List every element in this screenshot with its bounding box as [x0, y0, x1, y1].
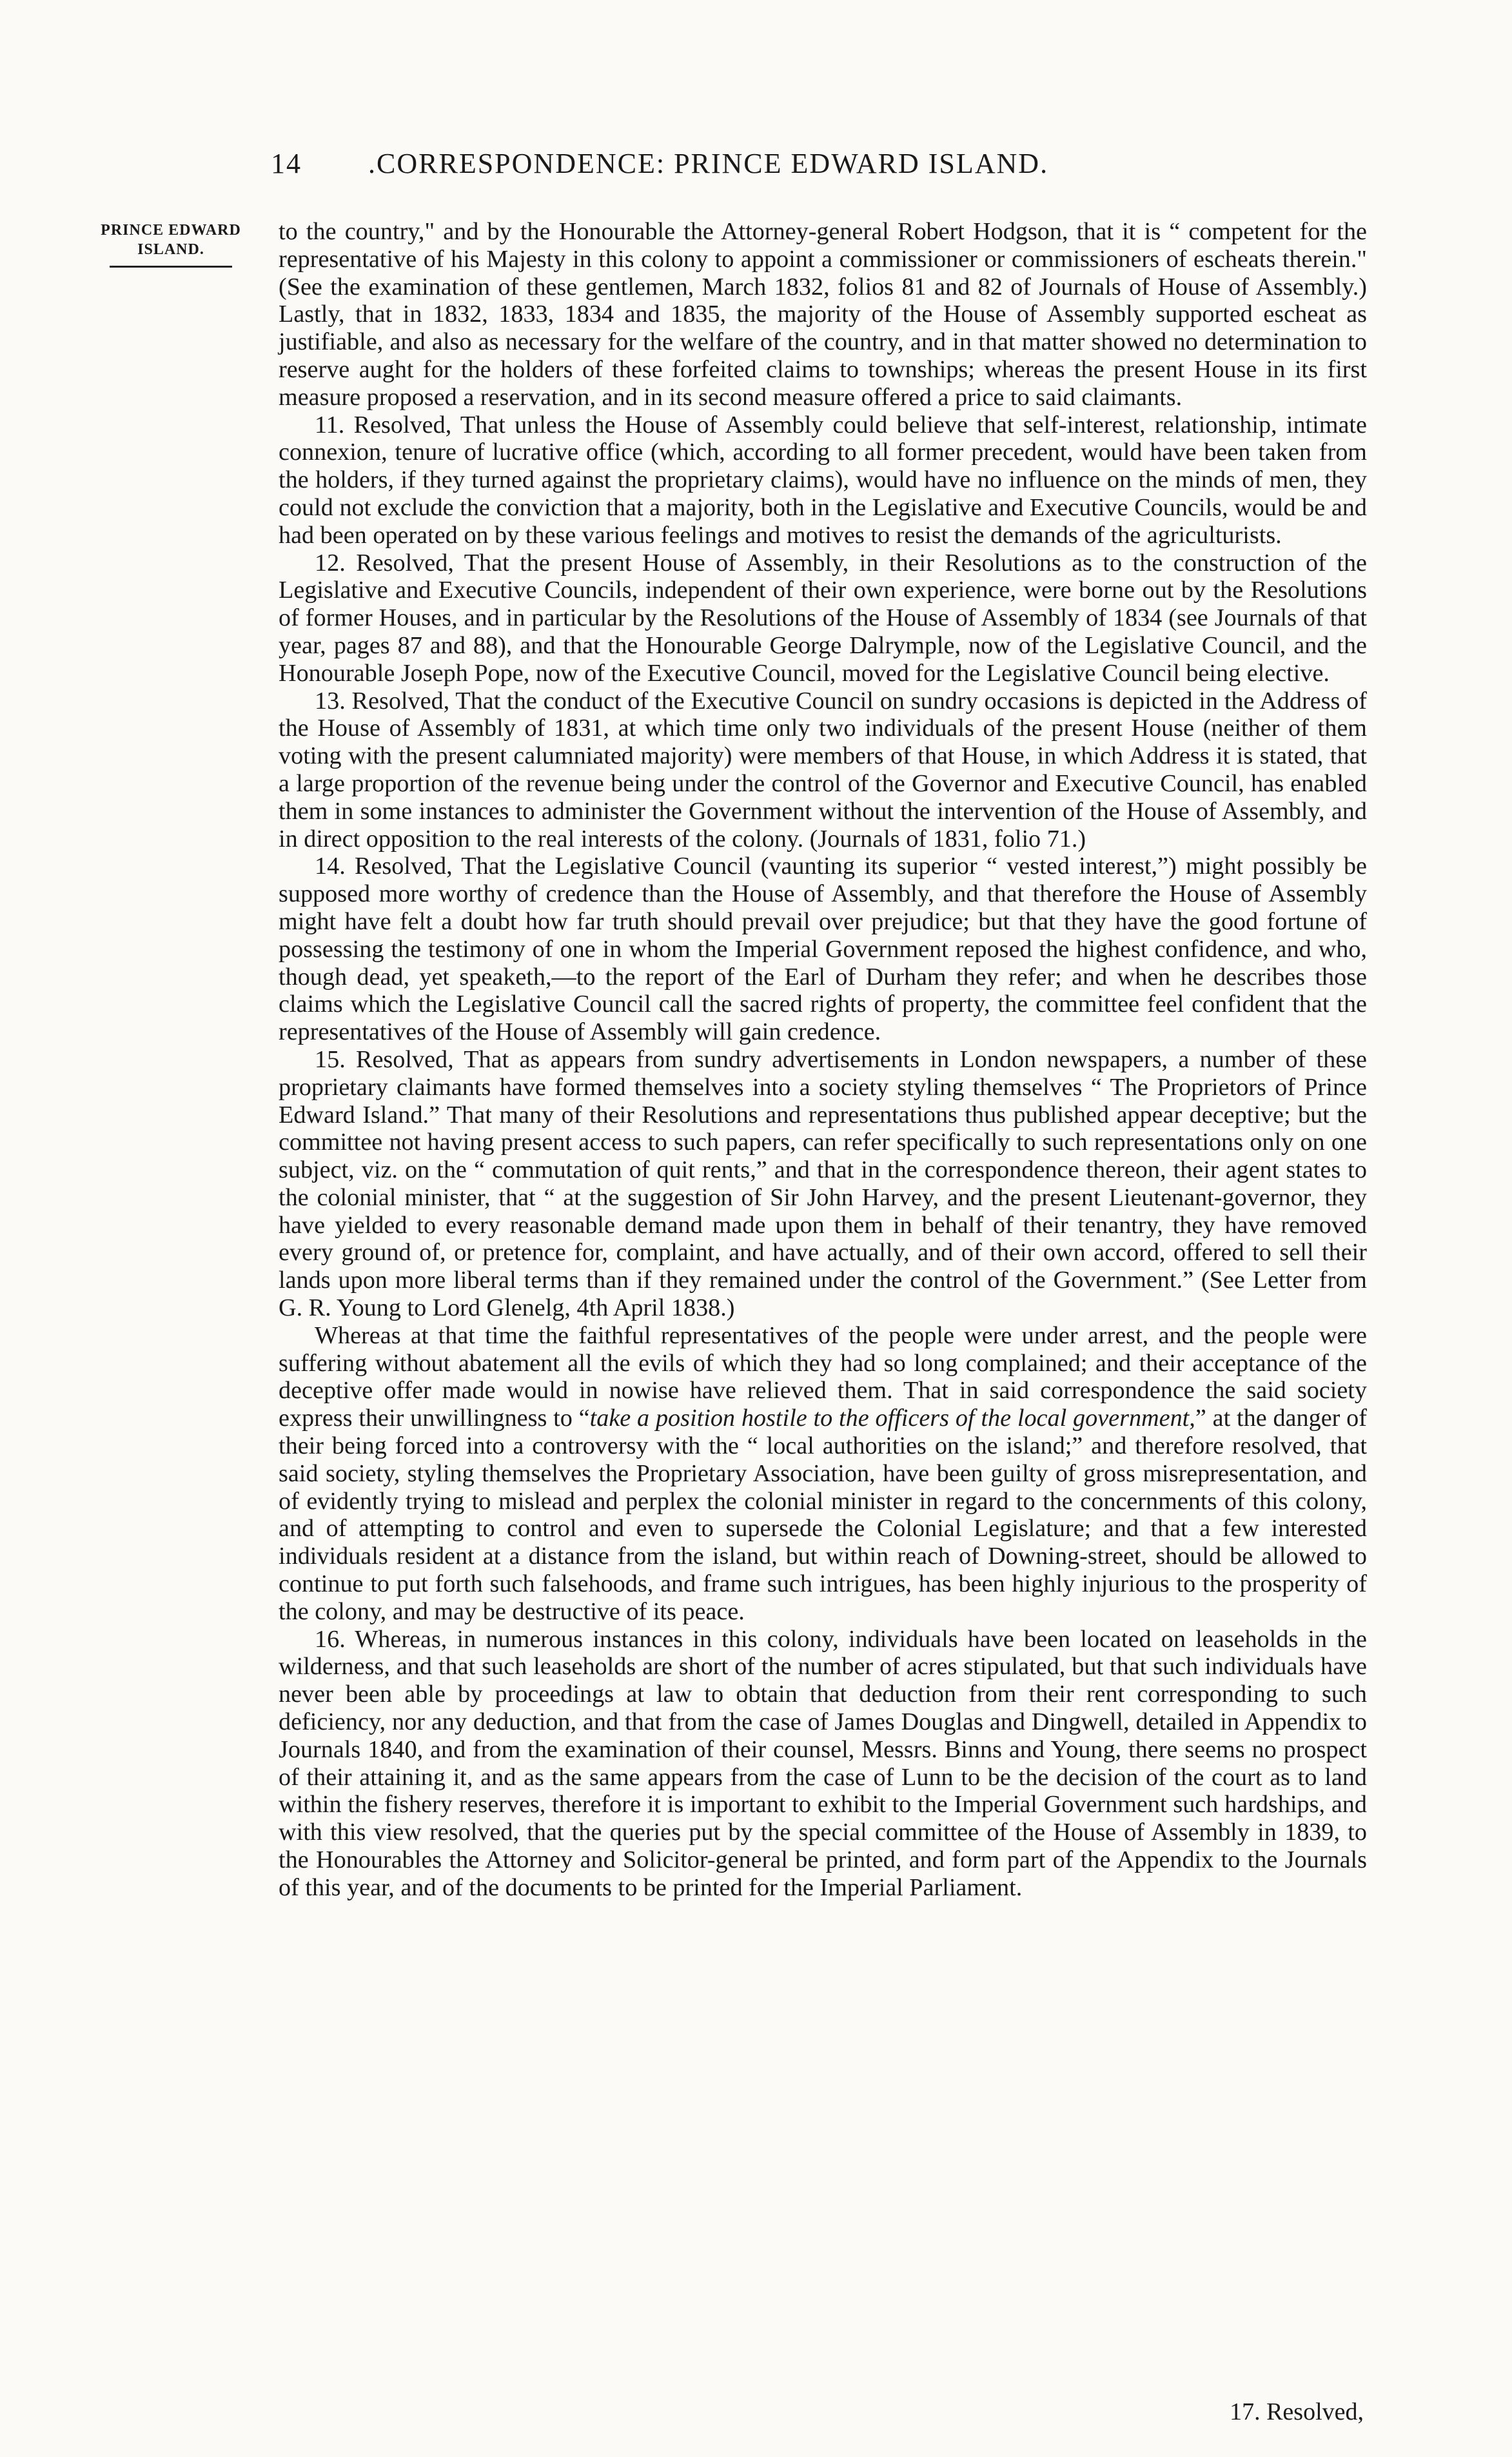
margin-note-line1: PRINCE EDWARD	[101, 222, 241, 239]
catchword: 17. Resolved,	[1230, 2398, 1364, 2425]
whereas-paragraph	[279, 1322, 1367, 1626]
page-header	[271, 147, 1380, 180]
resolution-14: 14. Resolved, That the Legislative Council (vaunting its superior “ vested interest,”) might possibly be supposed more worthy of credence than the House of Assembly, and that therefore the House of Assembly might have felt a doubt how far truth should prevail over prejudice; but that they have the good fortune of possessing the testimony of one in whom the Imperial Government reposed the highest confidence, and who, though dead, yet speaketh,—to the report of the Earl of Durham they refer; and when he describes those claims which the Legislative Council call the sacred rights of property, the committee feel confident that the representatives of the House of Assembly will gain credence.	[279, 853, 1367, 1046]
resolution-11: 11. Resolved, That unless the House of Assembly could believe that self-interest, relationship, intimate connexion, tenure of lucrative office (which, according to all former precedent, would have been taken from the holders, if they turned against the proprietary claims), would have no influence on the minds of men, they could not exclude the conviction that a majority, both in the Legislative and Executive Councils, would be and had been operated on by these various feelings and motives to resist the demands of the agriculturists.	[279, 411, 1367, 549]
body-text	[279, 218, 1367, 1902]
resolution-16: 16. Whereas, in numerous instances in this colony, individuals have been located on leaseholds in the wilderness, and that such leaseholds are short of the number of acres stipulated, but that such individuals have never been able by proceedings at law to obtain that deduction from their rent corresponding to such deficiency, nor any deduction, and that from the case of James Douglas and Dingwell, detailed in Appendix to Journals 1840, and from the examination of their counsel, Messrs. Binns and Young, there seems no prospect of their attaining it, and as the same appears from the case of Lunn to be the decision of the court as to land within the fishery reserves, therefore it is important to exhibit to the Imperial Government such hardships, and with this view resolved, that the queries put by the special committee of the House of Assembly in 1839, to the Honourables the Attorney and Solicitor-general be printed, and form part of the Appendix to the Journals of this year, and of the documents to be printed for the Imperial Parliament.	[279, 1625, 1367, 1901]
whereas-text-2: ” at the danger of their being forced into a controversy with the “ local authorities on the island;” and therefore resolved, that said society, styling themselves the Proprietary Association, have been guilty of gross misrepresentation, and of evidently trying to mislead and perplex the colonial minister in regard to the concernments of this colony, and of attempting to control and even to supersede the Colonial Legislature; and that a few interested individuals resident at a distance from the island, but within reach of Downing-street, should be allowed to continue to put forth such falsehoods, and frame such intrigues, has been highly injurious to the prosperity of the colony, and may be destructive of its peace.	[279, 1405, 1367, 1625]
margin-note-line2: ISLAND.	[137, 241, 204, 258]
running-title: .CORRESPONDENCE: PRINCE EDWARD ISLAND.	[368, 148, 1049, 179]
resolution-15: 15. Resolved, That as appears from sundry advertisements in London newspapers, a number of these proprietary claimants have formed themselves into a society styling themselves “ The Proprietors of Prince Edward Island.” That many of their Resolutions and representations thus published appear deceptive; but the committee not having present access to such papers, can refer specifically to such representations only on one subject, viz. on the “ commutation of quit rents,” and that in the correspondence thereon, their agent states to the colonial minister, that “ at the suggestion of Sir John Harvey, and the present Lieutenant-governor, they have yielded to every reasonable demand made upon them in behalf of their tenantry, they have removed every ground of, or pretence for, complaint, and have actually, and of their own accord, offered to sell their lands upon more liberal terms than if they remained under the control of the Government.” (See Letter from G. R. Young to Lord Glenelg, 4th April 1838.)	[279, 1045, 1367, 1322]
resolution-13: 13. Resolved, That the conduct of the Executive Council on sundry occasions is depicted in the Address of the House of Assembly of 1831, at which time only two individuals of the present House (neither of them voting with the present calumniated majority) were members of that House, in which Address it is stated, that a large proportion of the revenue being under the control of the Governor and Executive Council, has enabled them in some instances to administer the Government without the intervention of the House of Assembly, and in direct opposition to the real interests of the colony. (Journals of 1831, folio 71.)	[279, 687, 1367, 853]
resolution-12: 12. Resolved, That the present House of Assembly, in their Resolutions as to the construction of the Legislative and Executive Councils, independent of their own experience, were borne out by the Resolutions of former Houses, and in particular by the Resolutions of the House of Assembly of 1834 (see Journals of that year, pages 87 and 88), and that the Honourable George Dalrymple, now of the Legislative Council, and the Honourable Joseph Pope, now of the Executive Council, moved for the Legislative Council being elective.	[279, 549, 1367, 687]
page-number: 14	[271, 148, 302, 179]
whereas-italic-quote: take a position hostile to the officers of the local government,	[589, 1405, 1195, 1432]
margin-note	[71, 221, 271, 268]
margin-note-rule	[110, 266, 232, 268]
whereas-text-1: Whereas at that time the faithful representatives of the people were under arrest, and the people were suffering without abatement all the evils of which they had so long complained; and their acceptance of the deceptive offer made would in nowise have relieved them. That in said correspondence the said society express their unwillingness to “	[279, 1321, 1367, 1432]
paragraph-continuation: to the country," and by the Honourable the Attorney-general Robert Hodgson, that it is “ competent for the representative of his Majesty in this colony to appoint a commissioner or commissioners of escheats therein." (See the examination of these gentlemen, March 1832, folios 81 and 82 of Journals of House of Assembly.) Lastly, that in 1832, 1833, 1834 and 1835, the majority of the House of Assembly supported escheat as justifiable, and also as necessary for the welfare of the country, and in that matter showed no determination to reserve aught for the holders of these forfeited claims to townships; whereas the present House in its first measure proposed a reservation, and in its second measure offered a price to said claimants.	[279, 218, 1367, 411]
